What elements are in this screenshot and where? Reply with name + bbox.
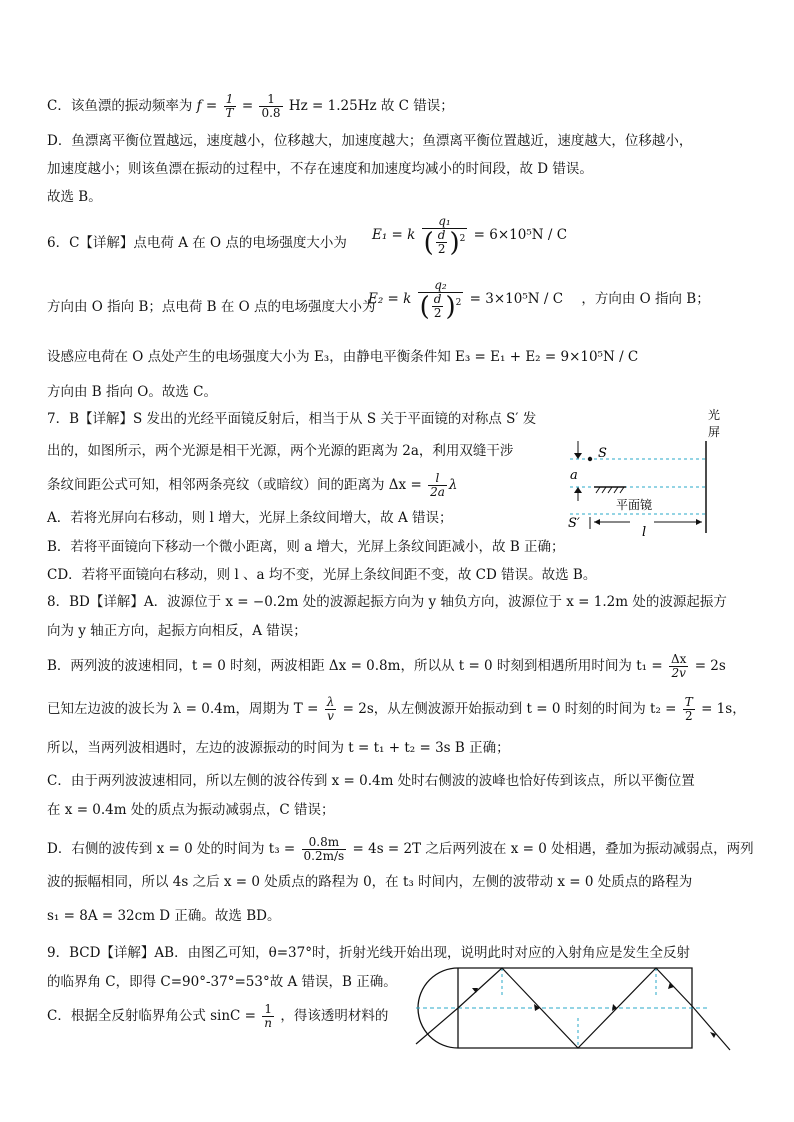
fraction-0.8m-over-0.2ms: $\frac{0.8m}{0.2m/s}$ [303, 835, 345, 863]
text-line-problem-6 [47, 233, 347, 253]
text-line: 波的振幅相同，所以 4s 之后 x = 0 处质点的路程为 0，在 t₃ 时间内，左侧的波带动 x = 0 处质点的路程为 [47, 874, 693, 890]
text-line: B．两列波的波速相同，t = 0 时刻，两波相距 Δx = 0.8m，所以从 t = 0 时刻到相遇所用时间为 t₁ = $\frac{\Delta x}{2v}$ = 2s [47, 652, 726, 680]
equation-e1: E₁ = k q₁ ( $\frac{d}{2}$ )$^2$ = 6×10⁵N / C [372, 214, 568, 258]
fraction-1-over-0.8: $\frac{1}{0.8}$ [261, 92, 281, 120]
mirror-label: 平面镜 [616, 498, 653, 512]
source-label: S [598, 446, 607, 461]
distance-l-label: l [642, 525, 647, 540]
screen-label: 屏 [708, 425, 721, 439]
text-line: 加速度越小；则该鱼漂在振动的过程中，不存在速度和加速度均减小的时间段，故 D 错误。 [47, 161, 593, 177]
image-source-label: S′ [568, 516, 580, 531]
fraction-1-over-T: $\frac{1}{T}$ [225, 92, 234, 120]
text-line: 在 x = 0.4m 处的质点为振动减弱点，C 错误； [47, 802, 335, 818]
text-segment: 6．C【详解】点电荷 A 在 O 点的电场强度大小为 [47, 235, 347, 251]
screen-label: 光 [708, 408, 721, 422]
text-line: 的临界角 C，即得 C=90°-37°=53°故 A 错误，B 正确。 [47, 974, 397, 990]
text-line-problem-7: 7．B【详解】S 发出的光经平面镜反射后，相当于从 S 关于平面镜的对称点 S′ 发 [47, 411, 537, 427]
text-line: 所以，当两列波相遇时，左边的波源振动的时间为 t = t₁ + t₂ = 3s B 正确； [47, 740, 510, 756]
text-segment: 方向由 O 指向 B；点电荷 B 在 O 点的电场强度大小为 [47, 299, 376, 315]
text-line-c-frequency: C．该鱼漂的振动频率为 f = $\frac{1}{T}$ = $\frac{1}{0.8}$ Hz = 1.25Hz 故 C 错误； [47, 92, 454, 120]
text-segment: C．该鱼漂的振动频率为 [47, 98, 193, 114]
text-line: 向为 y 轴正方向，起振方向相反，A 错误； [47, 623, 307, 639]
mirror-hatch [596, 487, 624, 493]
text-line: 条纹间距公式可知，相邻两条亮纹（或暗纹）间的距离为 Δx = $\frac{l}{2a}$ λ [47, 471, 458, 499]
text-line: D．右侧的波传到 x = 0 处的时间为 t₃ = $\frac{0.8m}{0.2m/s}$ = 4s = 2T 之后两列波在 x = 0 处相遇，叠加为振动减弱点，两列 [47, 835, 754, 863]
source-point [588, 457, 592, 461]
fraction-1-over-n: $\frac{1}{n}$ [264, 1002, 273, 1030]
fraction-lambda-over-v: $\frac{\lambda}{v}$ [326, 695, 335, 723]
light-ray-path [416, 968, 730, 1050]
text-line: 设感应电荷在 O 点处产生的电场强度大小为 E₃，由静电平衡条件知 E₃ = E₁ + E₂ = 9×10⁵N / C [47, 349, 639, 365]
text-line: D．鱼漂离平衡位置越远，速度越小，位移越大，加速度越大；鱼漂离平衡位置越近，速度越大，位移越小， [47, 133, 693, 149]
total-internal-reflection-diagram [412, 958, 744, 1058]
text-line: B．若将平面镜向下移动一个微小距离，则 a 增大，光屏上条纹间距减小，故 B 正确； [47, 539, 565, 555]
text-line: 已知左边波的波长为 λ = 0.4m，周期为 T = $\frac{\lambda}{v}$ = 2s，从左侧波源开始振动到 t = 0 时刻的时间为 t₂ = $\frac{T}{2}$ = 1s， [47, 695, 746, 723]
text-line-problem-8: 8．BD【详解】A．波源位于 x = −0.2m 处的波源起振方向为 y 轴负方向，波源位于 x = 1.2m 处的波源起振方 [47, 594, 727, 610]
fraction-T-over-2: $\frac{T}{2}$ [684, 695, 693, 723]
text-line: C．根据全反射临界角公式 sinC = $\frac{1}{n}$ ，得该透明材料的 [47, 1002, 389, 1030]
text-line: 出的，如图所示，两个光源是相干光源，两个光源的距离为 2a，利用双缝干涉 [47, 443, 514, 459]
distance-a-label: a [570, 468, 578, 483]
text-line: s₁ = 8A = 32cm D 正确。故选 BD。 [47, 908, 281, 924]
text-line: A．若将光屏向右移动，则 l 增大，光屏上条纹间增大，故 A 错误； [47, 510, 453, 526]
text-line: 方向由 B 指向 O。故选 C。 [47, 384, 217, 400]
fraction-l-over-2a: $\frac{l}{2a}$ [430, 471, 445, 499]
text-line [47, 297, 376, 317]
text-line-problem-9: 9．BCD【详解】AB．由图乙可知，θ=37°时，折射光线开始出现，说明此时对应的入射角应是发生全反射 [47, 945, 690, 961]
text-segment: Hz = 1.25Hz 故 C 错误； [288, 98, 454, 114]
text-line: C．由于两列波波速相同，所以左侧的波谷传到 x = 0.4m 处时右侧波的波峰也恰好传到该点，所以平衡位置 [47, 773, 695, 789]
equation-e2: E₂ = k q₂ ( $\frac{d}{2}$ )$^2$ = 3×10⁵N / C ，方向由 O 指向 B； [368, 278, 710, 322]
fraction-dx-over-2v: $\frac{\Delta x}{2v}$ [670, 652, 687, 680]
text-line: CD．若将平面镜向右移动，则 l 、a 均不变，光屏上条纹间距不变，故 CD 错误。故选 B。 [47, 567, 597, 583]
mirror-interference-diagram [560, 405, 730, 540]
text-line: 故选 B。 [47, 189, 102, 205]
